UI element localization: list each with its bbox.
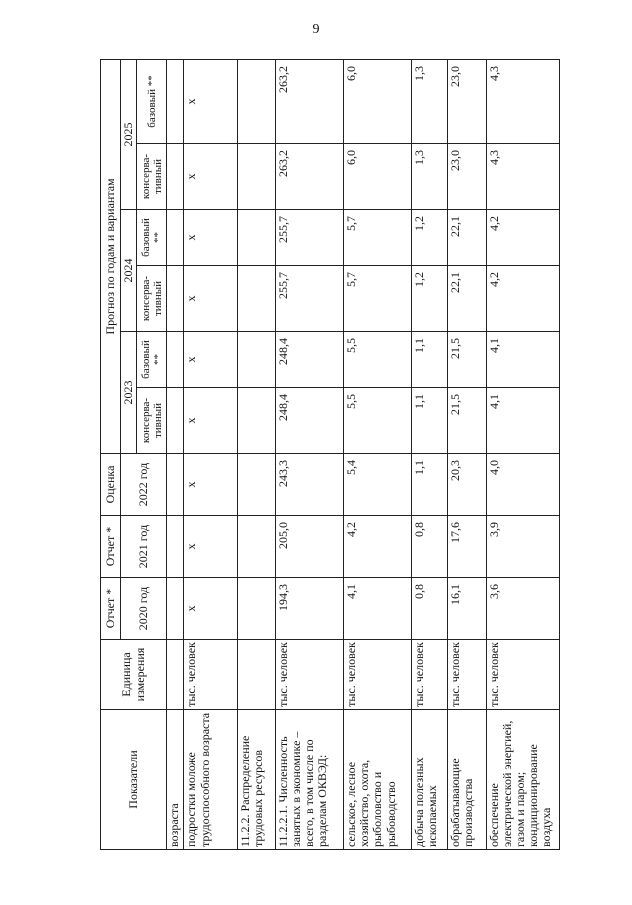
table-row xyxy=(412,59,448,849)
header-year-2023: 2023 xyxy=(121,332,137,454)
row-indicator: добыча полезных ископаемых xyxy=(412,710,448,850)
table-cell: 243,3 xyxy=(275,454,343,516)
table-cell xyxy=(167,332,184,388)
row-unit: тыс. человек xyxy=(184,640,237,710)
table-row xyxy=(486,59,559,849)
table-cell: x xyxy=(184,454,237,516)
row-unit: тыс. человек xyxy=(275,640,343,710)
table-cell xyxy=(167,516,184,578)
table-cell: 248,4 xyxy=(275,388,343,454)
table-cell: x xyxy=(184,332,237,388)
table-cell: 255,7 xyxy=(275,210,343,266)
table-cell xyxy=(237,454,275,516)
table-cell: x xyxy=(184,210,237,266)
table-cell: 5,5 xyxy=(344,332,412,388)
page-number: 9 xyxy=(312,22,320,37)
table-cell: 3,9 xyxy=(486,516,559,578)
header-2023-conservative: консерва-тивный xyxy=(137,388,167,454)
header-year-2024: 2024 xyxy=(121,210,137,332)
table-cell xyxy=(167,59,184,143)
rotated-table-wrapper xyxy=(100,60,560,850)
header-year-2020: 2020 год xyxy=(121,578,167,640)
table-row xyxy=(237,59,275,849)
table-row xyxy=(344,59,412,849)
header-2023-base: базовый ** xyxy=(137,332,167,388)
table-cell: 4,3 xyxy=(486,59,559,143)
table-cell xyxy=(237,59,275,143)
table-cell: 5,7 xyxy=(344,266,412,332)
table-cell xyxy=(167,388,184,454)
row-indicator: 11.2.2.1. Численность занятых в экономике – всего, в том числе по разделам ОКВЭД: xyxy=(275,710,343,850)
table-row xyxy=(275,59,343,849)
header-unit: Единица измерения xyxy=(101,640,167,710)
table-cell: 23,0 xyxy=(448,144,486,210)
header-year-2022: 2022 год xyxy=(121,454,167,516)
table-cell xyxy=(237,388,275,454)
table-cell: 22,1 xyxy=(448,210,486,266)
row-indicator: возраста xyxy=(167,710,184,850)
table-cell: 5,7 xyxy=(344,210,412,266)
row-indicator: 11.2.2. Распределение трудовых ресурсов xyxy=(237,710,275,850)
table-cell: 1,3 xyxy=(412,59,448,143)
table-cell: 1,1 xyxy=(412,454,448,516)
table-cell: 4,2 xyxy=(486,266,559,332)
row-unit: тыс. человек xyxy=(486,640,559,710)
header-2024-conservative: консерва-тивный xyxy=(137,266,167,332)
forecast-table xyxy=(100,59,560,850)
header-report-2020: Отчет * xyxy=(101,578,121,640)
table-cell: 263,2 xyxy=(275,144,343,210)
table-cell: 4,1 xyxy=(344,578,412,640)
table-cell: 205,0 xyxy=(275,516,343,578)
table-cell: 255,7 xyxy=(275,266,343,332)
table-cell: 1,2 xyxy=(412,266,448,332)
table-cell xyxy=(167,210,184,266)
table-cell xyxy=(167,454,184,516)
table-cell xyxy=(237,266,275,332)
table-cell: 1,3 xyxy=(412,144,448,210)
row-unit xyxy=(237,640,275,710)
table-cell: 6,0 xyxy=(344,59,412,143)
header-2024-base: базовый ** xyxy=(137,210,167,266)
header-year-2025: 2025 xyxy=(121,59,137,209)
table-cell: x xyxy=(184,388,237,454)
header-estimate: Оценка xyxy=(101,454,121,516)
row-indicator: обрабатывающие производства xyxy=(448,710,486,850)
table-cell xyxy=(237,210,275,266)
header-report-2021: Отчет * xyxy=(101,516,121,578)
row-unit xyxy=(167,640,184,710)
row-indicator: сельское, лесное хозяйство, охота, рыболовство и рыбоводство xyxy=(344,710,412,850)
table-cell xyxy=(237,332,275,388)
table-cell: 1,1 xyxy=(412,332,448,388)
table-row xyxy=(167,59,184,849)
table-cell: 4,3 xyxy=(486,144,559,210)
table-cell: 21,5 xyxy=(448,388,486,454)
header-year-2021: 2021 год xyxy=(121,516,167,578)
table-cell: 4,2 xyxy=(344,516,412,578)
header-2025-conservative: консерва-тивный xyxy=(137,144,167,210)
table-cell: 0,8 xyxy=(412,578,448,640)
table-cell: 248,4 xyxy=(275,332,343,388)
table-cell: 23,0 xyxy=(448,59,486,143)
table-cell: 3,6 xyxy=(486,578,559,640)
header-forecast: Прогноз по годам и вариантам xyxy=(101,59,121,453)
table-row xyxy=(448,59,486,849)
table-cell: x xyxy=(184,578,237,640)
table-cell: 0,8 xyxy=(412,516,448,578)
table-cell: 263,2 xyxy=(275,59,343,143)
row-unit: тыс. человек xyxy=(344,640,412,710)
table-cell: 16,1 xyxy=(448,578,486,640)
table-cell xyxy=(237,144,275,210)
table-cell: 17,6 xyxy=(448,516,486,578)
table-cell: 194,3 xyxy=(275,578,343,640)
row-indicator: подростки моложе трудоспособного возраста xyxy=(184,710,237,850)
table-cell xyxy=(167,144,184,210)
table-cell xyxy=(167,578,184,640)
table-row xyxy=(184,59,237,849)
table-cell: x xyxy=(184,516,237,578)
header-2025-base: базовый ** xyxy=(137,59,167,143)
row-unit: тыс. человек xyxy=(412,640,448,710)
table-cell: 5,5 xyxy=(344,388,412,454)
table-cell: 1,2 xyxy=(412,210,448,266)
row-unit: тыс. человек xyxy=(448,640,486,710)
rotated-table-container xyxy=(100,60,560,850)
table-cell: 22,1 xyxy=(448,266,486,332)
table-cell xyxy=(167,266,184,332)
table-cell: 4,0 xyxy=(486,454,559,516)
table-cell: 4,1 xyxy=(486,332,559,388)
table-cell: 5,4 xyxy=(344,454,412,516)
table-cell: x xyxy=(184,266,237,332)
table-cell: 4,1 xyxy=(486,388,559,454)
header-indicator: Показатели xyxy=(101,710,167,850)
table-cell: 4,2 xyxy=(486,210,559,266)
table-cell: 6,0 xyxy=(344,144,412,210)
table-cell: 20,3 xyxy=(448,454,486,516)
table-cell xyxy=(237,516,275,578)
table-cell: x xyxy=(184,144,237,210)
table-cell: 21,5 xyxy=(448,332,486,388)
table-cell xyxy=(237,578,275,640)
row-indicator: обеспечение электрической энергией, газом и паром; кондиционирование воздуха xyxy=(486,710,559,850)
table-cell: 1,1 xyxy=(412,388,448,454)
table-cell: x xyxy=(184,59,237,143)
